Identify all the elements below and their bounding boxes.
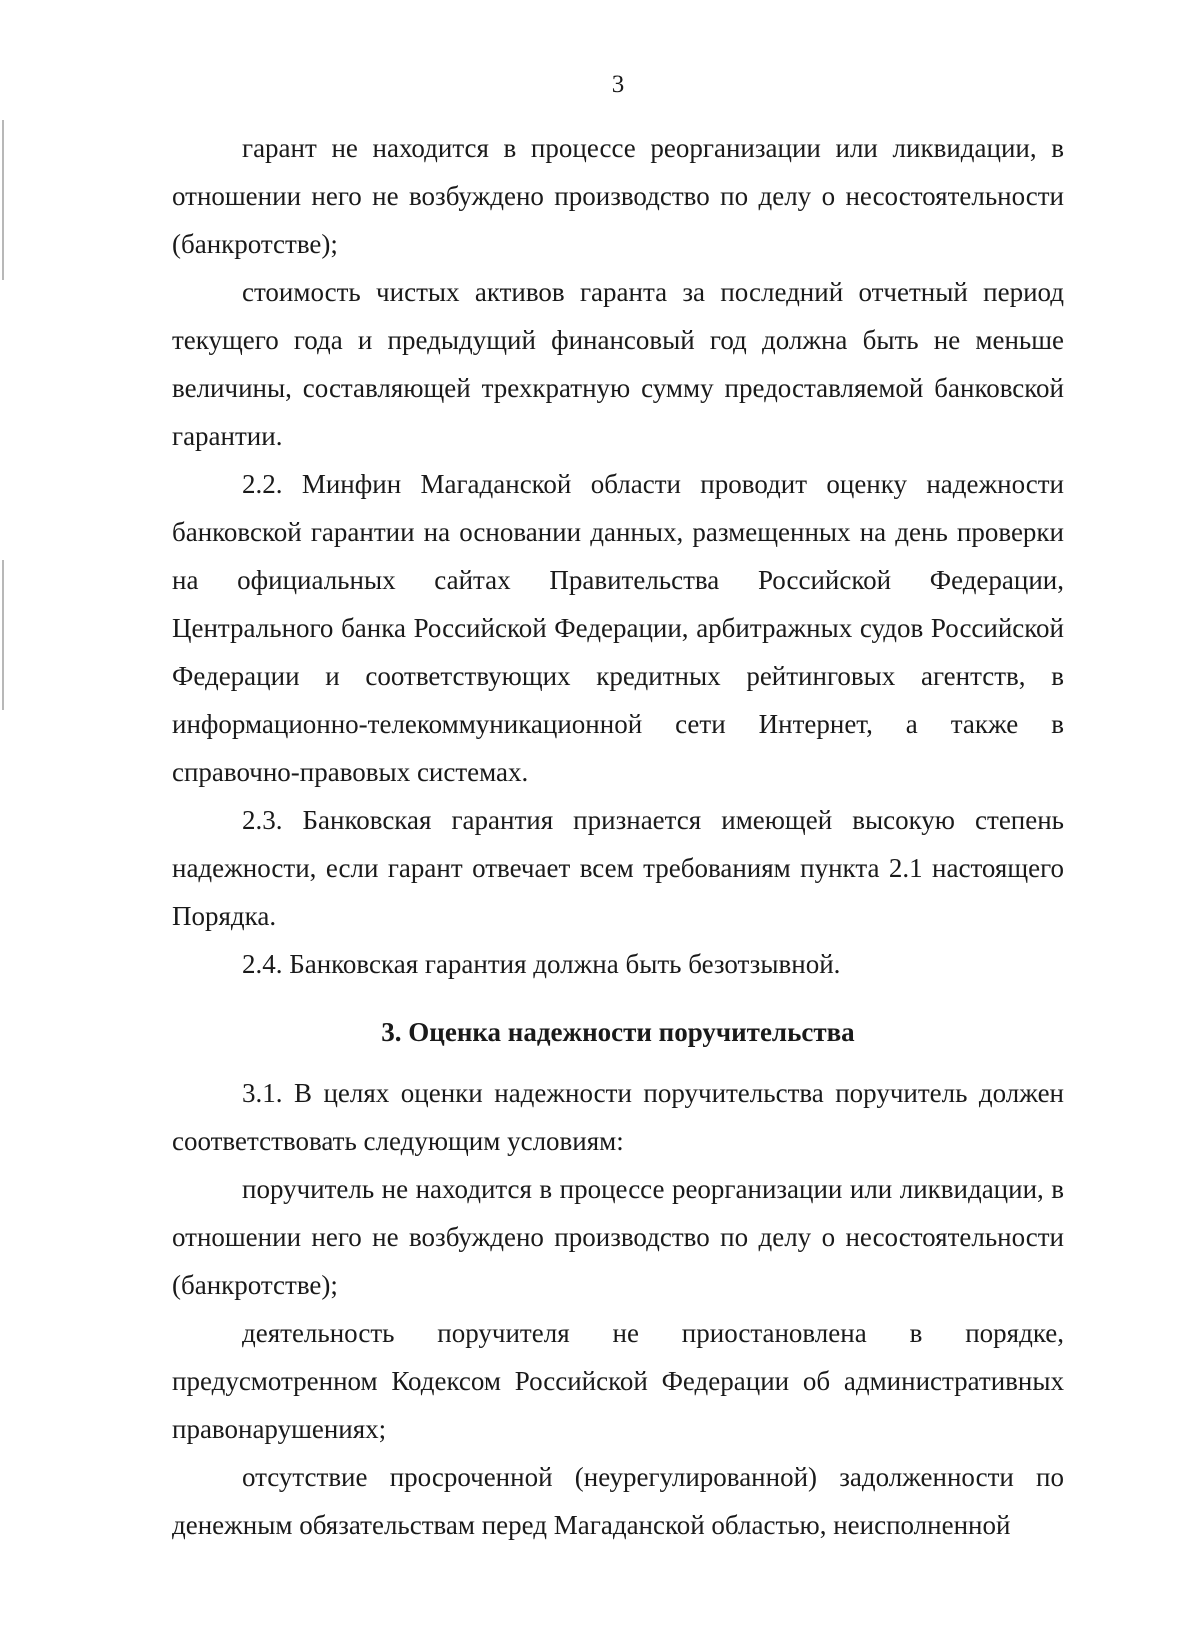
paragraph-2-4: 2.4. Банковская гарантия должна быть безотзывной. <box>242 949 841 979</box>
paragraph-activity-not-suspended: деятельность поручителя не приостановлена в порядке, предусмотренном Кодексом Российской Федерации об административных правонарушениях; <box>172 1318 1064 1444</box>
paragraph-2-2: 2.2. Минфин Магаданской области проводит оценку надежности банковской гарантии на основании данных, размещенных на день проверки на официальных сайтах Правительства Российской Федерации, Центрального банка Российской Федерации, арбитражных судов Российской Федерации и соответствующих кредитных рейтинговых агентств, в информационно-телекоммуникационной сети Интернет, а также в справочно-правовых системах. <box>172 469 1064 787</box>
document-body <box>172 124 1064 1549</box>
page-number: 3 <box>611 71 625 98</box>
scan-edge-mark <box>2 560 4 710</box>
paragraph-3-1: 3.1. В целях оценки надежности поручительства поручитель должен соответствовать следующим условиям: <box>172 1078 1064 1156</box>
paragraph-no-overdue-debt: отсутствие просроченной (неурегулированной) задолженности по денежным обязательствам перед Магаданской областью, неисполненной <box>172 1462 1064 1540</box>
paragraph-surety-not-reorganizing: поручитель не находится в процессе реорганизации или ликвидации, в отношении него не возбуждено производство по делу о несостоятельности (банкротстве); <box>172 1174 1064 1300</box>
section-heading: 3. Оценка надежности поручительства <box>381 1017 855 1047</box>
scan-edge-mark <box>2 120 4 280</box>
paragraph-net-assets: стоимость чистых активов гаранта за последний отчетный период текущего года и предыдущий финансовый год должна быть не меньше величины, составляющей трехкратную сумму предоставляемой банковской гарантии. <box>172 277 1064 451</box>
paragraph-guarantor-not-reorganizing: гарант не находится в процессе реорганизации или ликвидации, в отношении него не возбуждено производство по делу о несостоятельности (банкротстве); <box>172 133 1064 259</box>
paragraph-2-3: 2.3. Банковская гарантия признается имеющей высокую степень надежности, если гарант отвечает всем требованиям пункта 2.1 настоящего Порядка. <box>172 805 1064 931</box>
